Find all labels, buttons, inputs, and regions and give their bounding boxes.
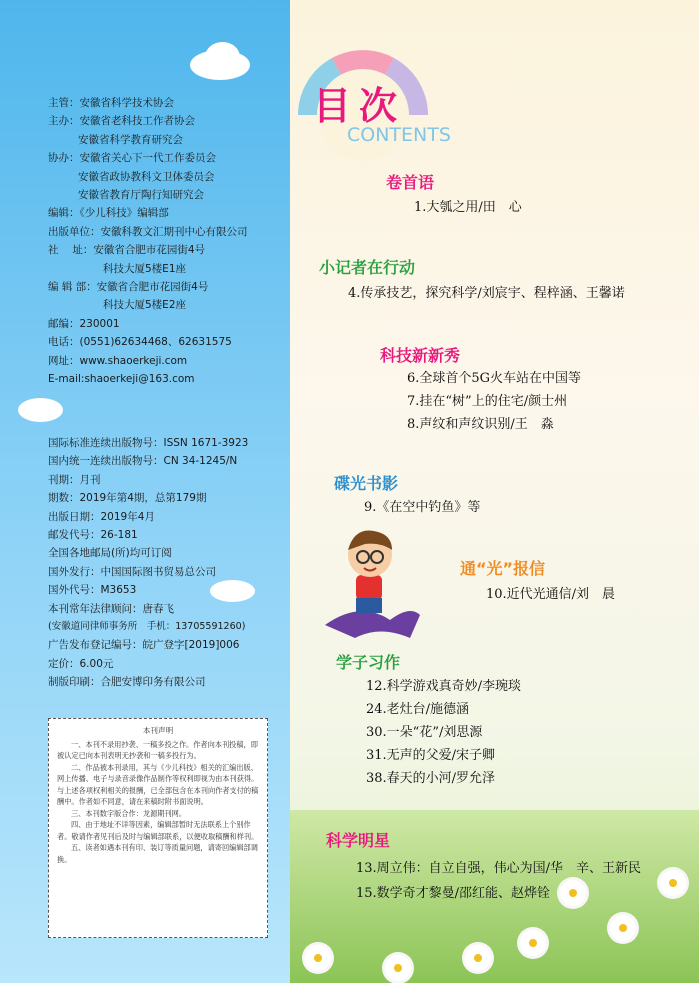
- info-line: 定价：6.00元: [48, 657, 114, 670]
- section-title: 学子习作: [336, 653, 401, 672]
- info-line: 主管：安徽省科学技术协会: [48, 97, 174, 109]
- section-title: 科学明星: [326, 831, 391, 850]
- toc-entry[interactable]: 13.周立伟：自立自强，伟心为国/华 辛、王新民: [356, 861, 642, 876]
- toc-entry[interactable]: 12.科学游戏真奇妙/李琬琰: [366, 679, 522, 694]
- info-line: 广告发布登记编号：皖广登字[2019]006: [48, 639, 240, 652]
- section-title: 卷首语: [386, 173, 435, 192]
- info-line: 期数：2019年第4期，总第179期: [48, 492, 207, 505]
- info-line: 出版单位：安徽科教文汇期刊中心有限公司: [48, 225, 248, 238]
- statement-title: 本刊声明: [142, 726, 174, 735]
- statement-paragraph: 四、由于地址不详等因素，编辑部暂时无法联系上个别作者。敬请作者见刊后及时与编辑部联系，以便收取稿酬和样刊。: [57, 820, 259, 841]
- toc-entry[interactable]: 8.声纹和声纹识别/王 淼: [407, 417, 554, 432]
- flower-decoration: [560, 880, 586, 906]
- statement-paragraph: 一、本刊不录用抄袭、一稿多投之作。作者向本刊投稿，即被认定已向本刊表明无抄袭和一稿多投行为。: [57, 739, 258, 760]
- info-line: 制版印刷：合肥安博印务有限公司: [48, 676, 206, 689]
- info-line: 国际标准连续出版物号：ISSN 1671-3923: [48, 437, 249, 449]
- journal-statement-box: [48, 718, 268, 938]
- section-title: 科技新新秀: [380, 346, 461, 365]
- info-line: 电话：(0551)62634468、62631575: [48, 336, 232, 349]
- statement-paragraph: 二、作品被本刊录用，其与《少儿科技》相关的汇编出版、网上传播、电子与录音录像作品制作等权利即视为由本刊获得。与上述各项权利相关的报酬，已全部包含在本刊向作者支付的稿酬中。作者如不同意，请在来稿时附书面说明。: [57, 762, 259, 806]
- toc-entry[interactable]: 1.大瓠之用/田 心: [414, 200, 522, 215]
- flower-decoration: [305, 945, 331, 971]
- section-title: 通“光”报信: [460, 559, 546, 578]
- flower-decoration: [385, 955, 411, 981]
- publication-info: [48, 94, 248, 389]
- info-line: 科技大厦5楼E2座: [103, 299, 186, 312]
- flower-decoration: [610, 915, 636, 941]
- info-line: 邮发代号：26-181: [48, 529, 138, 542]
- info-line: 国内统一连续出版物号：CN 34-1245/N: [48, 455, 238, 468]
- info-line: 主办：安徽省老科技工作者协会: [48, 115, 195, 128]
- toc-entry[interactable]: 31.无声的父爱/宋子卿: [366, 748, 496, 763]
- left-panel: [0, 0, 290, 983]
- info-line: 出版日期：2019年4月: [48, 510, 155, 523]
- info-line: 安徽省科学教育研究会: [78, 133, 183, 146]
- info-line: 网址：www.shaoerkeji.com: [48, 354, 188, 367]
- cloud-decoration: [18, 398, 63, 422]
- toc-entry[interactable]: 4.传承技艺，探究科学/刘宸宇、程梓涵、王馨诺: [348, 286, 625, 301]
- info-line: 全国各地邮局(所)均可订阅: [48, 547, 172, 560]
- info-line: 本刊常年法律顾问：唐春飞: [48, 602, 174, 615]
- flower-decoration: [520, 930, 546, 956]
- flower-decoration: [465, 945, 491, 971]
- toc-entry[interactable]: 7.挂在“树”上的住宅/颜士州: [407, 394, 568, 409]
- publication-numbers: [48, 434, 248, 692]
- info-line: (安徽道同律师事务所 手机：13705591260): [48, 621, 246, 633]
- section-title: 小记者在行动: [319, 258, 416, 277]
- page-subtitle: CONTENTS: [347, 124, 451, 146]
- toc-entry[interactable]: 10.近代光通信/刘 晨: [486, 587, 616, 602]
- info-line: 编辑：《少儿科技》编辑部: [48, 207, 169, 220]
- info-line: 安徽省政协教科文卫体委员会: [78, 170, 215, 183]
- info-line: 国外代号：M3653: [48, 584, 137, 597]
- info-line: 邮编：230001: [48, 317, 120, 330]
- info-line: 编 辑 部：安徽省合肥市花园街4号: [48, 281, 209, 294]
- toc-entry[interactable]: 24.老灶台/施德涵: [366, 702, 470, 717]
- toc-entry[interactable]: 38.春天的小河/罗允泽: [366, 771, 496, 786]
- info-line: 社 址：安徽省合肥市花园街4号: [48, 244, 206, 257]
- toc-entry[interactable]: 6.全球首个5G火车站在中国等: [407, 371, 582, 386]
- info-line: 刊期：月刊: [48, 473, 101, 486]
- section-title: 碟光书影: [334, 474, 399, 493]
- info-line: 安徽省教育厅陶行知研究会: [78, 189, 204, 202]
- reading-boy-illustration: [320, 520, 425, 640]
- info-line: 科技大厦5楼E1座: [103, 262, 186, 275]
- toc-entry[interactable]: 15.数学奇才黎曼/邵红能、赵烨铨: [356, 886, 551, 901]
- flower-decoration: [660, 870, 686, 896]
- page-title: 目次: [313, 84, 406, 128]
- toc-entry[interactable]: 9.《在空中钓鱼》等: [364, 500, 481, 515]
- info-line: 协办：安徽省关心下一代工作委员会: [48, 152, 216, 165]
- statement-paragraph: 三、本刊数字版合作：龙源期刊网。: [71, 808, 187, 818]
- info-line: E-mail:shaoerkeji@163.com: [48, 373, 195, 386]
- toc-entry[interactable]: 30.一朵“花”/刘思源: [366, 725, 483, 740]
- statement-paragraph: 五、读者如遇本刊有印、装订等质量问题，请寄回编辑部调换。: [57, 843, 258, 864]
- cloud-decoration: [205, 42, 240, 72]
- info-line: 国外发行：中国国际图书贸易总公司: [48, 565, 216, 578]
